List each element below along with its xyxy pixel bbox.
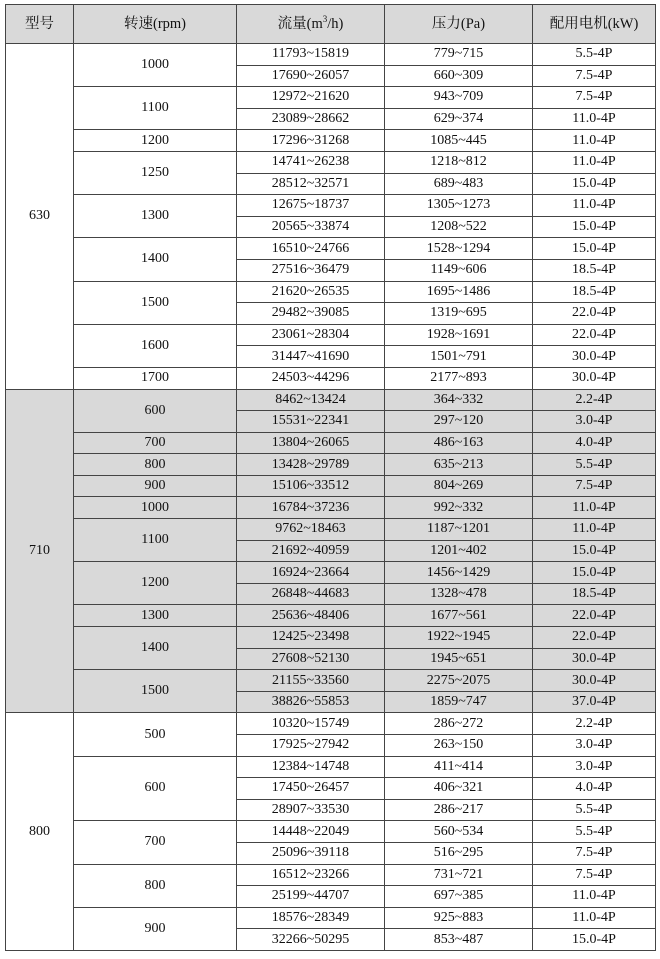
- header-speed: 转速(rpm): [74, 5, 237, 44]
- flow-cell: 29482~39085: [237, 303, 385, 325]
- motor-cell: 5.5-4P: [533, 821, 656, 843]
- fan-performance-table: [5, 4, 656, 951]
- speed-cell: 1100: [74, 519, 237, 562]
- flow-cell: 13428~29789: [237, 454, 385, 476]
- table-row: [6, 605, 656, 627]
- flow-cell: 17690~26057: [237, 65, 385, 87]
- header-motor: 配用电机(kW): [533, 5, 656, 44]
- speed-cell: 1000: [74, 497, 237, 519]
- motor-cell: 30.0-4P: [533, 670, 656, 692]
- flow-cell: 15531~22341: [237, 411, 385, 433]
- speed-cell: 700: [74, 432, 237, 454]
- speed-cell: 900: [74, 475, 237, 497]
- pressure-cell: 286~272: [385, 713, 533, 735]
- pressure-cell: 1085~445: [385, 130, 533, 152]
- pressure-cell: 1218~812: [385, 151, 533, 173]
- motor-cell: 22.0-4P: [533, 627, 656, 649]
- motor-cell: 15.0-4P: [533, 173, 656, 195]
- motor-cell: 3.0-4P: [533, 735, 656, 757]
- speed-cell: 1200: [74, 130, 237, 152]
- pressure-cell: 992~332: [385, 497, 533, 519]
- motor-cell: 2.2-4P: [533, 713, 656, 735]
- pressure-cell: 1208~522: [385, 216, 533, 238]
- flow-cell: 14448~22049: [237, 821, 385, 843]
- table-row: [6, 432, 656, 454]
- pressure-cell: 263~150: [385, 735, 533, 757]
- pressure-cell: 1501~791: [385, 346, 533, 368]
- pressure-cell: 660~309: [385, 65, 533, 87]
- pressure-cell: 1319~695: [385, 303, 533, 325]
- table-row: [6, 497, 656, 519]
- speed-cell: 1400: [74, 627, 237, 670]
- table-row: [6, 130, 656, 152]
- flow-cell: 18576~28349: [237, 907, 385, 929]
- table-row: [6, 864, 656, 886]
- motor-cell: 7.5-4P: [533, 65, 656, 87]
- motor-cell: 11.0-4P: [533, 151, 656, 173]
- table-row: [6, 87, 656, 109]
- header-pressure: 压力(Pa): [385, 5, 533, 44]
- table-row: [6, 519, 656, 541]
- pressure-cell: 286~217: [385, 799, 533, 821]
- pressure-cell: 635~213: [385, 454, 533, 476]
- motor-cell: 3.0-4P: [533, 411, 656, 433]
- motor-cell: 11.0-4P: [533, 108, 656, 130]
- header-model: 型号: [6, 5, 74, 44]
- table-body: [6, 44, 656, 951]
- speed-cell: 800: [74, 864, 237, 907]
- motor-cell: 15.0-4P: [533, 540, 656, 562]
- pressure-cell: 1456~1429: [385, 562, 533, 584]
- speed-cell: 1000: [74, 44, 237, 87]
- flow-cell: 26848~44683: [237, 583, 385, 605]
- pressure-cell: 1695~1486: [385, 281, 533, 303]
- motor-cell: 22.0-4P: [533, 324, 656, 346]
- motor-cell: 4.0-4P: [533, 432, 656, 454]
- flow-cell: 12675~18737: [237, 195, 385, 217]
- pressure-cell: 1945~651: [385, 648, 533, 670]
- motor-cell: 15.0-4P: [533, 238, 656, 260]
- speed-cell: 1100: [74, 87, 237, 130]
- pressure-cell: 1922~1945: [385, 627, 533, 649]
- flow-cell: 24503~44296: [237, 367, 385, 389]
- pressure-cell: 560~534: [385, 821, 533, 843]
- table-row: [6, 324, 656, 346]
- flow-cell: 14741~26238: [237, 151, 385, 173]
- speed-cell: 1200: [74, 562, 237, 605]
- table-row: [6, 627, 656, 649]
- pressure-cell: 1201~402: [385, 540, 533, 562]
- flow-cell: 25199~44707: [237, 886, 385, 908]
- speed-cell: 1500: [74, 281, 237, 324]
- motor-cell: 30.0-4P: [533, 648, 656, 670]
- speed-cell: 600: [74, 389, 237, 432]
- motor-cell: 15.0-4P: [533, 929, 656, 951]
- model-cell: 710: [6, 389, 74, 713]
- pressure-cell: 1528~1294: [385, 238, 533, 260]
- model-cell: 630: [6, 44, 74, 390]
- pressure-cell: 629~374: [385, 108, 533, 130]
- flow-cell: 12384~14748: [237, 756, 385, 778]
- pressure-cell: 779~715: [385, 44, 533, 66]
- pressure-cell: 1305~1273: [385, 195, 533, 217]
- motor-cell: 30.0-4P: [533, 346, 656, 368]
- motor-cell: 7.5-4P: [533, 87, 656, 109]
- pressure-cell: 2177~893: [385, 367, 533, 389]
- motor-cell: 18.5-4P: [533, 259, 656, 281]
- motor-cell: 5.5-4P: [533, 44, 656, 66]
- flow-cell: 15106~33512: [237, 475, 385, 497]
- flow-cell: 17925~27942: [237, 735, 385, 757]
- table-row: [6, 281, 656, 303]
- motor-cell: 18.5-4P: [533, 583, 656, 605]
- flow-cell: 32266~50295: [237, 929, 385, 951]
- motor-cell: 11.0-4P: [533, 130, 656, 152]
- speed-cell: 1300: [74, 605, 237, 627]
- speed-cell: 1400: [74, 238, 237, 281]
- motor-cell: 5.5-4P: [533, 799, 656, 821]
- speed-cell: 600: [74, 756, 237, 821]
- table-row: [6, 713, 656, 735]
- speed-cell: 1300: [74, 195, 237, 238]
- pressure-cell: 804~269: [385, 475, 533, 497]
- flow-cell: 21620~26535: [237, 281, 385, 303]
- table-row: [6, 907, 656, 929]
- motor-cell: 7.5-4P: [533, 864, 656, 886]
- flow-cell: 27608~52130: [237, 648, 385, 670]
- speed-cell: 500: [74, 713, 237, 756]
- pressure-cell: 1149~606: [385, 259, 533, 281]
- speed-cell: 1500: [74, 670, 237, 713]
- motor-cell: 15.0-4P: [533, 216, 656, 238]
- table-row: [6, 562, 656, 584]
- motor-cell: 30.0-4P: [533, 367, 656, 389]
- header-flow: 流量$(m^3/h)$: [237, 5, 385, 44]
- speed-cell: 700: [74, 821, 237, 864]
- table-row: [6, 389, 656, 411]
- motor-cell: 7.5-4P: [533, 475, 656, 497]
- speed-cell: 1250: [74, 151, 237, 194]
- motor-cell: 5.5-4P: [533, 454, 656, 476]
- flow-cell: 10320~15749: [237, 713, 385, 735]
- table-row: [6, 367, 656, 389]
- pressure-cell: 516~295: [385, 842, 533, 864]
- motor-cell: 22.0-4P: [533, 605, 656, 627]
- header-row: [6, 5, 656, 44]
- flow-cell: 21692~40959: [237, 540, 385, 562]
- pressure-cell: 731~721: [385, 864, 533, 886]
- pressure-cell: 943~709: [385, 87, 533, 109]
- flow-cell: 12972~21620: [237, 87, 385, 109]
- flow-cell: 16924~23664: [237, 562, 385, 584]
- motor-cell: 4.0-4P: [533, 778, 656, 800]
- flow-cell: 21155~33560: [237, 670, 385, 692]
- pressure-cell: 406~321: [385, 778, 533, 800]
- pressure-cell: 1677~561: [385, 605, 533, 627]
- pressure-cell: 697~385: [385, 886, 533, 908]
- flow-cell: 16510~24766: [237, 238, 385, 260]
- pressure-cell: 297~120: [385, 411, 533, 433]
- motor-cell: 2.2-4P: [533, 389, 656, 411]
- motor-cell: 22.0-4P: [533, 303, 656, 325]
- motor-cell: 11.0-4P: [533, 497, 656, 519]
- table-row: [6, 454, 656, 476]
- pressure-cell: 853~487: [385, 929, 533, 951]
- flow-cell: 23089~28662: [237, 108, 385, 130]
- motor-cell: 11.0-4P: [533, 907, 656, 929]
- pressure-cell: 364~332: [385, 389, 533, 411]
- motor-cell: 37.0-4P: [533, 691, 656, 713]
- motor-cell: 18.5-4P: [533, 281, 656, 303]
- speed-cell: 800: [74, 454, 237, 476]
- speed-cell: 900: [74, 907, 237, 950]
- flow-cell: 9762~18463: [237, 519, 385, 541]
- table-row: [6, 821, 656, 843]
- motor-cell: 15.0-4P: [533, 562, 656, 584]
- flow-cell: 8462~13424: [237, 389, 385, 411]
- flow-cell: 20565~33874: [237, 216, 385, 238]
- motor-cell: 3.0-4P: [533, 756, 656, 778]
- flow-cell: 25636~48406: [237, 605, 385, 627]
- table-row: [6, 238, 656, 260]
- flow-cell: 28512~32571: [237, 173, 385, 195]
- flow-cell: 16784~37236: [237, 497, 385, 519]
- motor-cell: 7.5-4P: [533, 842, 656, 864]
- flow-cell: 16512~23266: [237, 864, 385, 886]
- motor-cell: 11.0-4P: [533, 195, 656, 217]
- pressure-cell: 925~883: [385, 907, 533, 929]
- motor-cell: 11.0-4P: [533, 886, 656, 908]
- flow-cell: 38826~55853: [237, 691, 385, 713]
- flow-cell: 25096~39118: [237, 842, 385, 864]
- table-row: [6, 756, 656, 778]
- pressure-cell: 1859~747: [385, 691, 533, 713]
- table-row: [6, 44, 656, 66]
- flow-cell: 17450~26457: [237, 778, 385, 800]
- pressure-cell: 1328~478: [385, 583, 533, 605]
- flow-cell: 12425~23498: [237, 627, 385, 649]
- model-cell: 800: [6, 713, 74, 951]
- flow-cell: 11793~15819: [237, 44, 385, 66]
- table-row: [6, 195, 656, 217]
- flow-cell: 23061~28304: [237, 324, 385, 346]
- speed-cell: 1700: [74, 367, 237, 389]
- flow-cell: 27516~36479: [237, 259, 385, 281]
- table-row: [6, 670, 656, 692]
- speed-cell: 1600: [74, 324, 237, 367]
- flow-cell: 31447~41690: [237, 346, 385, 368]
- pressure-cell: 689~483: [385, 173, 533, 195]
- flow-cell: 28907~33530: [237, 799, 385, 821]
- pressure-cell: 1928~1691: [385, 324, 533, 346]
- table-row: [6, 151, 656, 173]
- flow-cell: 13804~26065: [237, 432, 385, 454]
- pressure-cell: 486~163: [385, 432, 533, 454]
- pressure-cell: 2275~2075: [385, 670, 533, 692]
- flow-cell: 17296~31268: [237, 130, 385, 152]
- motor-cell: 11.0-4P: [533, 519, 656, 541]
- table-row: [6, 475, 656, 497]
- pressure-cell: 411~414: [385, 756, 533, 778]
- pressure-cell: 1187~1201: [385, 519, 533, 541]
